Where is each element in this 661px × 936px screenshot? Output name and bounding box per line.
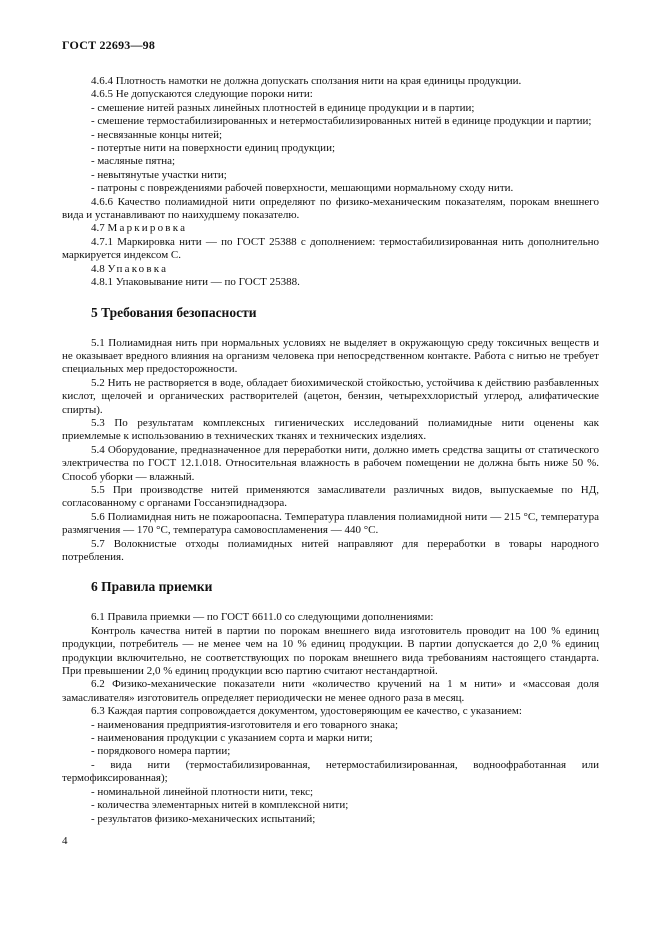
paragraph: 6.2 Физико-механические показатели нити «количество кручений на 1 м нити» и «массовая доля замасливателя» изготовитель определяет периодически не менее одного раза в месяц. xyxy=(62,678,599,704)
list-item: - невытянутые участки нити; xyxy=(91,168,227,181)
paragraph: 5.2 Нить не растворяется в воде, обладает биохимической стойкостью, устойчива к действию разбавленных кислот, щелочей и органических растворителей (ацетон, бензин, четыреххлористый углерод, алифатические спирты). xyxy=(62,376,599,416)
document-body xyxy=(62,75,599,826)
list-item: - количества элементарных нитей в комплексной нити; xyxy=(91,799,349,812)
list-item: - наименования продукции с указанием сорта и марки нити; xyxy=(91,732,373,745)
paragraph: 5.3 По результатам комплексных гигиенических исследований полиамидные нити оценены как приемлемые к использованию в технических тканях и технических изделиях. xyxy=(62,416,599,443)
subsection-heading xyxy=(62,263,599,276)
subsection-title: Маркировка xyxy=(107,222,188,235)
paragraph: 4.6.6 Качество полиамидной нити определяют по физико-механическим показателям, порокам внешнего вида и устанавливают по наихудшему показателю. xyxy=(62,195,599,222)
paragraph: 5.1 Полиамидная нить при нормальных условиях не выделяет в окружающую среду токсичных веществ и не оказывает вредного влияния на организм человека при непосредственном контакте. Работа с нитью не требует специальных мер предосторожности. xyxy=(62,336,599,376)
list-item: - патроны с повреждениями рабочей поверхности, мешающими нормальному сходу нити. xyxy=(91,182,514,195)
page-number: 4 xyxy=(62,835,68,847)
subsection-heading xyxy=(62,222,599,235)
paragraph: 6.3 Каждая партия сопровождается документом, удостоверяющим ее качество, с указанием: xyxy=(91,705,522,718)
subsection-number: 4.7 xyxy=(91,222,105,235)
subsection-number: 4.8 xyxy=(91,262,105,275)
paragraph: 5.5 При производстве нитей применяются замасливатели различных видов, выпускаемые по НД, согласованному с органами Госсанэпиднадзора. xyxy=(62,483,599,510)
section-heading: 6 Правила приемки xyxy=(91,579,213,595)
list-item: - масляные пятна; xyxy=(91,155,176,168)
list-item: - порядкового номера партии; xyxy=(91,745,231,758)
paragraph: 6.1 Правила приемки — по ГОСТ 6611.0 со следующими дополнениями: xyxy=(91,611,434,624)
subsection-title: Упаковка xyxy=(107,262,169,275)
paragraph: 5.6 Полиамидная нить не пожароопасна. Температура плавления полиамидной нити — 215 °С, температура размягчения — 170 °С, температура самовоспламенения — 440 °С. xyxy=(62,510,599,537)
paragraph: 4.8.1 Упаковывание нити — по ГОСТ 25388. xyxy=(91,276,300,289)
paragraph: 4.7.1 Маркировка нити — по ГОСТ 25388 с дополнением: термостабилизированная нить дополнительно маркируется индексом С. xyxy=(62,235,599,262)
list-item: - несвязанные концы нитей; xyxy=(91,128,223,141)
list-item: - потертые нити на поверхности единиц продукции; xyxy=(91,142,336,155)
section-heading: 5 Требования безопасности xyxy=(91,304,257,320)
document-header: ГОСТ 22693—98 xyxy=(62,38,156,52)
list-item: - номинальной линейной плотности нити, текс; xyxy=(91,785,314,798)
list-item: - наименования предприятия-изготовителя и его товарного знака; xyxy=(91,718,399,731)
paragraph: 5.4 Оборудование, предназначенное для переработки нити, должно иметь средства защиты от статического электричества по ГОСТ 12.1.018. Относительная влажность в рабочем помещении не должна быть ниже 50 %. Способ уборки — влажный. xyxy=(62,443,599,483)
list-item: - вида нити (термостабилизированная, нетермостабилизированная, водноофработанная или термофиксированная); xyxy=(62,758,599,785)
paragraph: 5.7 Волокнистые отходы полиамидных нитей направляют для переработки в товары народного потребления. xyxy=(62,537,599,563)
paragraph: 4.6.4 Плотность намотки не должна допускать сползания нити на края единицы продукции. xyxy=(91,75,522,87)
paragraph: 4.6.5 Не допускаются следующие пороки нити: xyxy=(91,88,313,101)
list-item: - смешение термостабилизированных и нетермостабилизированных нитей в единице продукции и партии; xyxy=(91,115,592,128)
list-item: - смешение нитей разных линейных плотностей в единице продукции и в партии; xyxy=(91,101,475,114)
paragraph: Контроль качества нитей в партии по порокам внешнего вида изготовитель проводит на 100 % единиц продукции, потребитель — не менее чем на 10 % единиц продукции. В партии допускается до 2,0 % единиц продукции включительно, не соответствующих по порокам внешнего вида требованиям настоящего стандарта. При превышении 2,0 % единиц продукции всю партию считают нестандартной. xyxy=(62,624,599,678)
list-item: - результатов физико-механических испытаний; xyxy=(91,812,316,825)
